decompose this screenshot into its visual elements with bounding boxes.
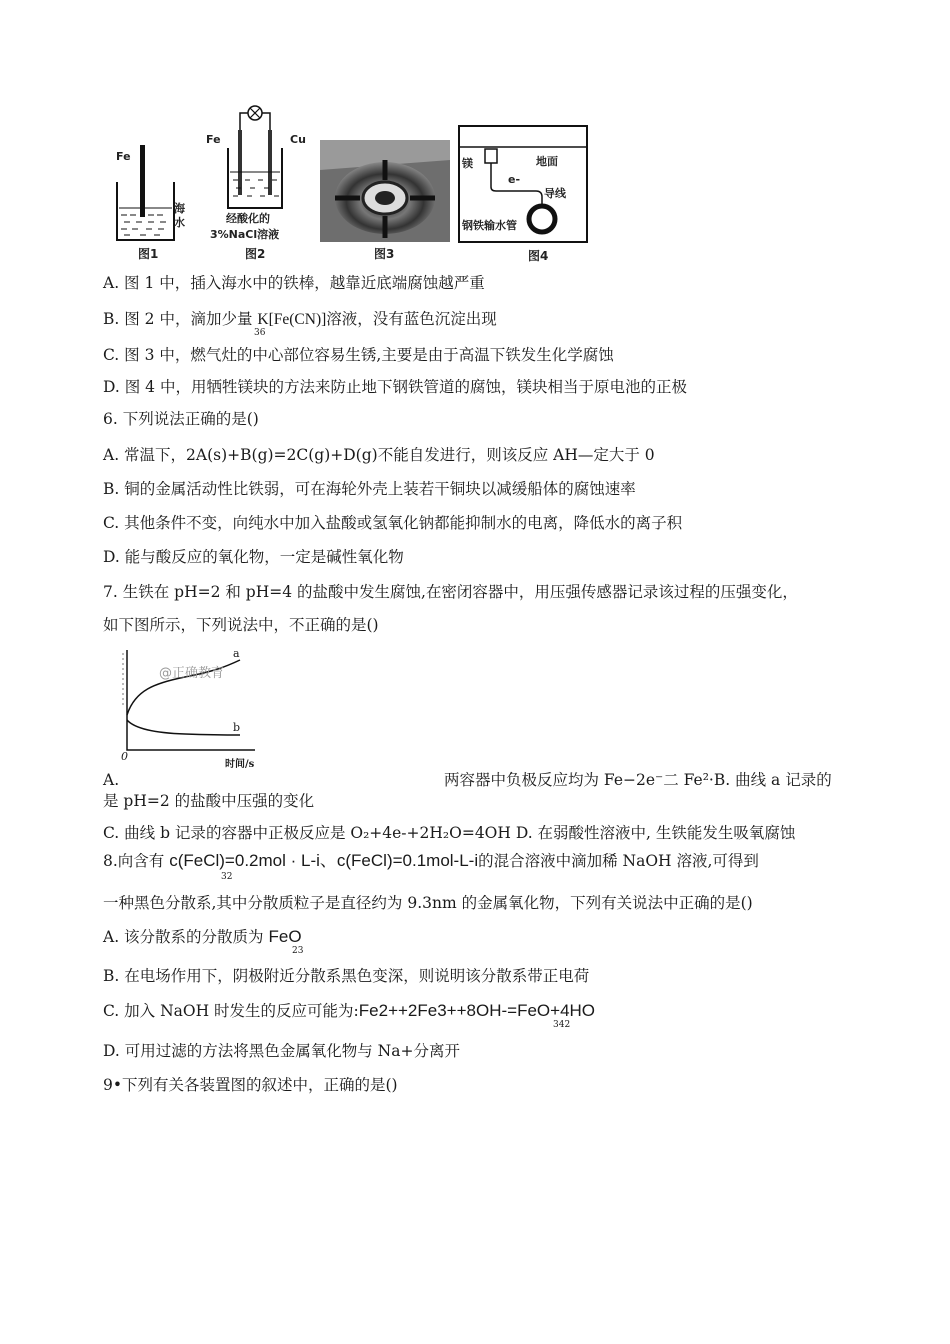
q8-stem-line2: 一种黑色分散系,其中分散质粒子是直径约为 9.3nm 的金属氧化物，下列有关说法中正确的是() [103, 894, 753, 912]
q7-option-a-label: A. [103, 771, 120, 789]
q8-option-b: B. 在电场作用下，阴极附近分散系黑色变深，则说明该分散系带正电荷 [103, 967, 590, 985]
graph-origin: 0 [121, 750, 128, 763]
q6-stem: 6. 下列说法正确的是() [103, 410, 259, 428]
fig1-water-label: 海水 [174, 202, 185, 229]
fig4-pipe-label: 钢铁输水管 [462, 219, 517, 232]
q8-stem-suffix: 的混合溶液中滴加稀 NaOH 溶液,可得到 [478, 852, 759, 870]
q6-option-b: B. 铜的金属活动性比铁弱，可在海轮外壳上装若干铜块以减缓船体的腐蚀速率 [103, 480, 636, 498]
q8-option-a-formula: FeO [268, 927, 302, 946]
pressure-time-graph [115, 645, 265, 770]
fig2-caption: 图2 [245, 247, 266, 261]
q8-stem-formula: c(FeCl)=0.2mol · L-i、c(FeCl)=0.1mol-L-i [169, 851, 479, 870]
gas-stove-photo [320, 140, 450, 242]
q5-option-d: D. 图 4 中，用牺牲镁块的方法来防止地下钢铁管道的腐蚀，镁块相当于原电池的正极 [103, 378, 687, 396]
fig3-caption: 图3 [374, 247, 395, 261]
fig4-electron-label: e- [508, 173, 521, 186]
q5-option-c: C. 图 3 中，燃气灶的中心部位容易生锈,主要是由于高温下铁发生化学腐蚀 [103, 346, 614, 364]
figure-1 [112, 140, 197, 265]
q8-stem-line1 [103, 851, 759, 871]
fig2-fe-label: Fe [206, 133, 221, 146]
fig1-caption: 图1 [138, 247, 159, 261]
q8-option-c-subscript: 342 [553, 1020, 571, 1030]
curve-a-label: a [233, 647, 240, 660]
fig4-caption: 图4 [528, 249, 549, 263]
curve-b-label: b [233, 721, 241, 734]
graph-watermark: @正确教育 [159, 666, 225, 681]
curve-b [127, 720, 240, 735]
q5-option-b [103, 309, 497, 330]
q8-option-c-prefix: C. 加入 NaOH 时发生的反应可能为: [103, 1002, 359, 1020]
q8-option-c-formula: Fe2++2Fe3++8OH-=FeO+4HO [358, 1001, 596, 1020]
q7-stem-line1: 7. 生铁在 pH=2 和 pH=4 的盐酸中发生腐蚀,在密闭容器中，用压强传感器记录该过程的压强变化， [103, 583, 798, 601]
q7-option-a-text: 两容器中负极反应均为 Fe−2e⁻二 Fe²·B. 曲线 a 记录的 [444, 771, 832, 789]
q6-option-c: C. 其他条件不变，向纯水中加入盐酸或氢氧化钠都能抑制水的电离，降低水的离子积 [103, 514, 683, 532]
fig2-solution-line1: 经酸化的 [226, 212, 270, 225]
figure-4 [458, 125, 590, 265]
q5-option-b-subscript: 36 [254, 328, 266, 338]
q8-stem-subscript: 32 [221, 872, 233, 882]
q5-option-b-formula: K[Fe(CN)] [257, 311, 327, 328]
fig4-mg-label: 镁 [462, 157, 473, 170]
q7-option-a-continued: 是 pH=2 的盐酸中压强的变化 [103, 792, 315, 810]
q7-stem-line2: 如下图所示，下列说法中，不正确的是() [103, 616, 379, 634]
fig2-solution-line2: 3%NaCl溶液 [210, 228, 280, 241]
fig4-ground-label: 地面 [536, 155, 558, 168]
q5-option-a: A. 图 1 中，插入海水中的铁棒，越靠近底端腐蚀越严重 [103, 274, 485, 292]
graph-xlabel: 时间/s [225, 759, 255, 770]
q6-option-a: A. 常温下，2A(s)+B(g)=2C(g)+D(g)不能自发进行，则该反应 AH—定大于 0 [103, 446, 655, 464]
q5-option-b-suffix: 溶液，没有蓝色沉淀出现 [326, 310, 497, 328]
q8-option-a-prefix: A. 该分散系的分散质为 [103, 928, 269, 946]
figure-2 [200, 100, 315, 265]
q8-option-c [103, 1001, 595, 1021]
fig4-wire-label: 导线 [544, 187, 566, 200]
q8-option-a [103, 927, 302, 947]
q8-option-a-subscript: 23 [292, 946, 304, 956]
q5-option-b-prefix: B. 图 2 中，滴加少量 [103, 310, 258, 328]
figure-3 [320, 140, 455, 265]
q8-stem-prefix: 8.向含有 [103, 852, 170, 870]
fig2-cu-label: Cu [290, 133, 306, 146]
q7-options-c-d: C. 曲线 b 记录的容器中正极反应是 O₂+4e-+2H₂O=4OH D. 在弱酸性溶液中, 生铁能发生吸氧腐蚀 [103, 824, 796, 842]
q9-stem: 9•下列有关各装置图的叙述中，正确的是() [103, 1076, 398, 1094]
fig1-fe-label: Fe [116, 150, 131, 163]
q8-option-d: D. 可用过滤的方法将黑色金属氧化物与 Na+分离开 [103, 1042, 460, 1060]
q6-option-d: D. 能与酸反应的氧化物，一定是碱性氧化物 [103, 548, 404, 566]
